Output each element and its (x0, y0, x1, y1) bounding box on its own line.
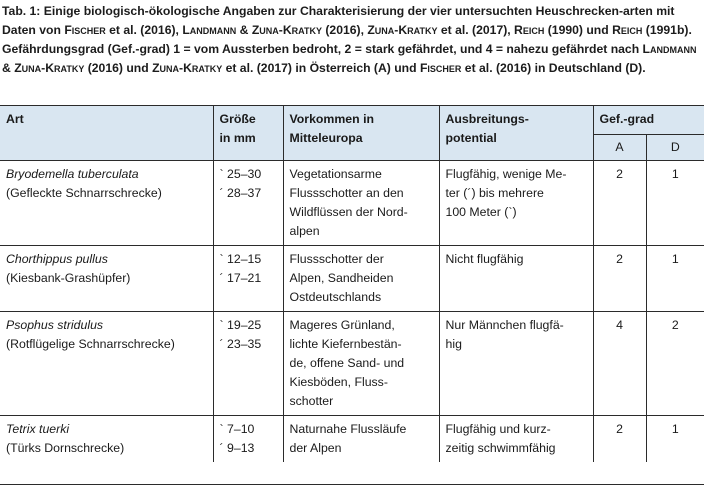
size-cell (213, 246, 283, 312)
size-cell (213, 312, 283, 416)
size-female: ´ 28–37 (219, 186, 262, 200)
species-latin-name: Psophus stridulus (6, 318, 104, 332)
caption-author-landmann-2: Landmann & Zuna-Kratky (2, 42, 697, 75)
ausbreitung-line: Flugfähig und kurz- (445, 422, 551, 436)
header-ausbreitung (439, 106, 593, 161)
caption-author-zuna: Zuna-Kratky (367, 23, 438, 37)
vorkommen-line: Flussschotter der (289, 252, 384, 266)
species-latin-name: Tetrix tuerki (6, 422, 70, 436)
caption-text-7: (2016) und (84, 61, 153, 75)
size-male: ` 12–15 (219, 252, 262, 266)
size-male: ` 25–30 (219, 167, 262, 181)
species-table (0, 105, 704, 462)
vorkommen-line: Vegetationsarme (289, 167, 382, 181)
table-row (0, 416, 704, 463)
size-male: ` 7–10 (219, 422, 255, 436)
header-art: Art (0, 106, 213, 161)
vorkommen-line: Ostdeutschlands (289, 290, 382, 304)
header-vorkommen-line-1: Vorkommen in (289, 112, 374, 126)
ausbreitung-line: ter (´) bis mehrere (445, 186, 544, 200)
vorkommen-line: de, offene Sand- und (289, 356, 405, 370)
size-male: ` 19–25 (219, 318, 262, 332)
caption-text-3: (2016), (321, 23, 368, 37)
species-latin-name: Chorthippus pullus (6, 252, 108, 266)
vorkommen-cell (283, 416, 439, 463)
vorkommen-line: Kiesböden, Fluss- (289, 375, 388, 389)
species-common-name: (Rotflügelige Schnarrschrecke) (6, 337, 175, 351)
species-cell (0, 312, 213, 416)
gefgrad-d-value: 1 (646, 416, 704, 463)
caption-text-6: (1991b). Gefährdungsgrad (Gef.-grad) 1 = vom Aussterben bedroht, 2 = stark gefährdet, und 4 = nahezu gefährdet nach (2, 23, 692, 56)
gefgrad-d-value: 2 (646, 312, 704, 416)
vorkommen-line: Mageres Grünland, (289, 318, 395, 332)
vorkommen-line: Alpen, Sandheiden (289, 271, 394, 285)
caption-text-8: et al. (2017) in Österreich (A) und (222, 61, 420, 75)
header-gefgrad: Gef.-grad (593, 106, 704, 135)
species-common-name: (Gefleckte Schnarrschrecke) (6, 186, 162, 200)
table-row (0, 161, 704, 246)
caption-text-5: (1990) und (544, 23, 613, 37)
table-row (0, 246, 704, 312)
vorkommen-cell (283, 246, 439, 312)
caption-text-9: et al. (2016) in Deutschland (D). (461, 61, 646, 75)
caption-author-fischer-2: Fischer (419, 61, 462, 75)
size-cell (213, 416, 283, 463)
header-groesse (213, 106, 283, 161)
ausbreitung-cell (439, 312, 593, 416)
header-groesse-line-2: in mm (219, 131, 256, 145)
vorkommen-line: alpen (289, 224, 320, 238)
ausbreitung-cell (439, 416, 593, 463)
size-female: ´ 17–21 (219, 271, 262, 285)
vorkommen-line: Wildflüssen der Nord- (289, 205, 408, 219)
table-row (0, 312, 704, 416)
ausbreitung-cell (439, 246, 593, 312)
species-common-name: (Türks Dornschrecke) (6, 441, 125, 455)
ausbreitung-line: zeitig schwimmfähig (445, 441, 556, 455)
caption-author-zuna-2: Zuna-Kratky (152, 61, 223, 75)
table-header-row (0, 106, 704, 135)
ausbreitung-cell (439, 161, 593, 246)
vorkommen-line: Naturnahe Flussläufe (289, 422, 407, 436)
caption-author-fischer: Fischer (64, 23, 106, 37)
header-ausbreitung-line-1: Ausbreitungs- (445, 112, 529, 126)
vorkommen-line: schotter (289, 394, 334, 408)
caption-text-1: Tab. 1: Einige biologisch-ökologische Angaben zur Charakterisierung der vier untersuchten Heuschrecken-arten mit Daten von (2, 4, 675, 37)
ausbreitung-line: 100 Meter (`) (445, 205, 517, 219)
caption-author-landmann: Landmann & Zuna-Kratky (182, 23, 322, 37)
table-caption (2, 2, 702, 78)
gefgrad-a-value: 2 (593, 416, 646, 463)
size-female: ´ 23–35 (219, 337, 262, 351)
ausbreitung-line: Flugfähig, wenige Me- (445, 167, 567, 181)
caption-author-reich-1: Reich (514, 23, 545, 37)
caption-text-2: et al. (2016), (105, 23, 183, 37)
size-cell (213, 161, 283, 246)
vorkommen-line: lichte Kiefernbestän- (289, 337, 402, 351)
gefgrad-a-value: 2 (593, 246, 646, 312)
species-cell (0, 416, 213, 463)
gefgrad-d-value: 1 (646, 161, 704, 246)
header-ausbreitung-line-2: potential (445, 131, 497, 145)
species-cell (0, 246, 213, 312)
species-cell (0, 161, 213, 246)
caption-text-4: et al. (2017), (437, 23, 515, 37)
species-common-name: (Kiesbank-Grashüpfer) (6, 271, 131, 285)
vorkommen-line: Flussschotter an den (289, 186, 404, 200)
header-vorkommen (283, 106, 439, 161)
gefgrad-d-value: 1 (646, 246, 704, 312)
ausbreitung-line: Nicht flugfähig (445, 252, 524, 266)
gefgrad-a-value: 4 (593, 312, 646, 416)
header-col-a: A (593, 135, 646, 161)
size-female: ´ 9–13 (219, 441, 255, 455)
vorkommen-cell (283, 312, 439, 416)
caption-author-reich-2: Reich (612, 23, 643, 37)
header-groesse-line-1: Größe (219, 112, 256, 126)
species-latin-name: Bryodemella tuberculata (6, 167, 139, 181)
ausbreitung-line: hig (445, 337, 462, 351)
ausbreitung-line: Nur Männchen flugfä- (445, 318, 564, 332)
gefgrad-a-value: 2 (593, 161, 646, 246)
header-col-d: D (646, 135, 704, 161)
table-bottom-rule (0, 484, 704, 485)
vorkommen-line: der Alpen (289, 441, 342, 455)
header-vorkommen-line-2: Mitteleuropa (289, 131, 363, 145)
vorkommen-cell (283, 161, 439, 246)
